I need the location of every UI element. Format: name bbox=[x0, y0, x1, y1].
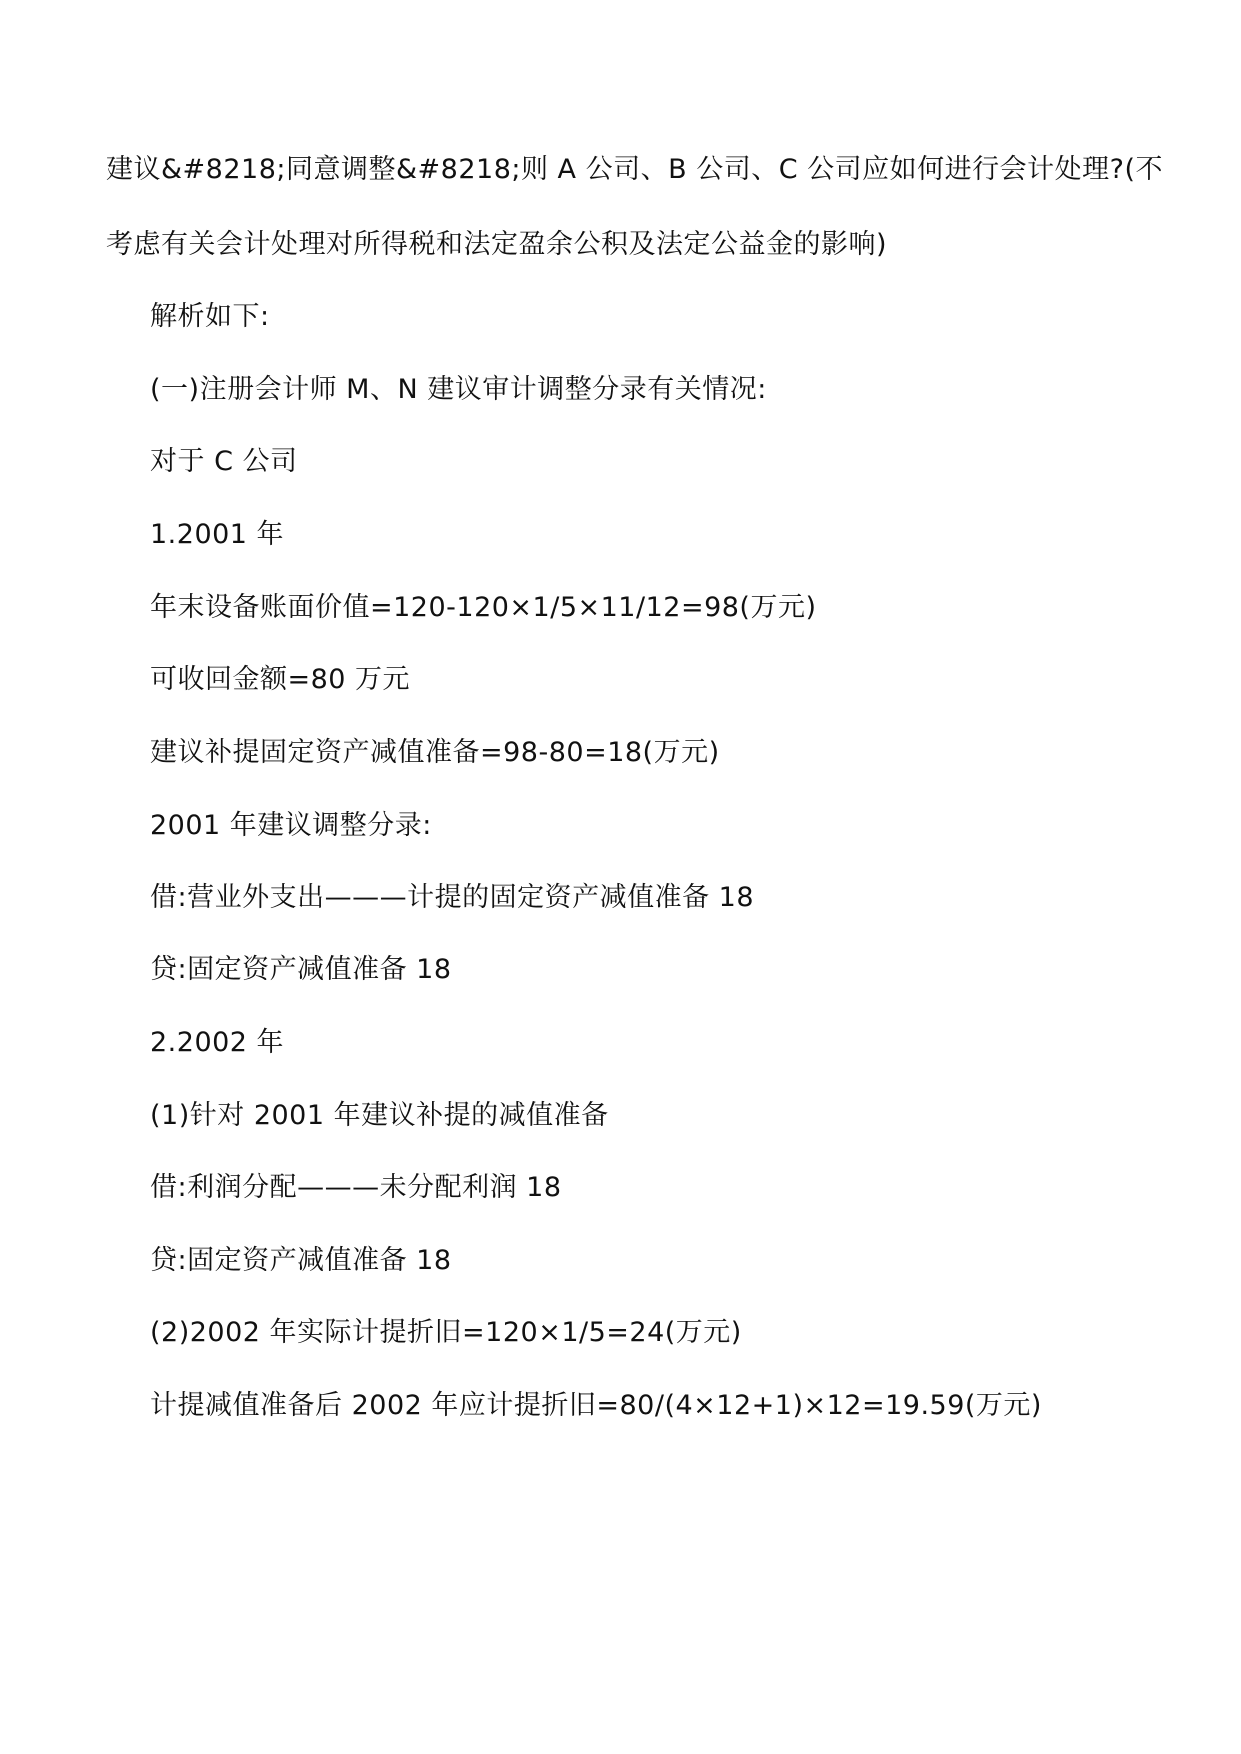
question-line-1: 建议&#8218;同意调整&#8218;则 A 公司、B 公司、C 公司应如何进行会计处理?(不 bbox=[106, 154, 1164, 185]
section-heading: (一)注册会计师 M、N 建议审计调整分录有关情况: bbox=[150, 374, 767, 405]
year-heading-2002: 2.2002 年 bbox=[150, 1027, 285, 1058]
text-line: (2)2002 年实际计提折旧=120×1/5=24(万元) bbox=[150, 1317, 742, 1348]
year-heading-2001: 1.2001 年 bbox=[150, 519, 285, 550]
text-line: (1)针对 2001 年建议补提的减值准备 bbox=[150, 1100, 609, 1131]
journal-entry-credit: 贷:固定资产减值准备 18 bbox=[150, 1245, 452, 1276]
question-line-2: 考虑有关会计处理对所得税和法定盈余公积及法定公益金的影响) bbox=[106, 229, 888, 260]
analysis-heading: 解析如下: bbox=[150, 301, 270, 332]
text-line: 建议补提固定资产减值准备=98-80=18(万元) bbox=[150, 737, 720, 768]
text-line: 可收回金额=80 万元 bbox=[150, 664, 411, 695]
text-line: 计提减值准备后 2002 年应计提折旧=80/(4×12+1)×12=19.59(万元) bbox=[150, 1390, 1042, 1421]
company-heading: 对于 C 公司 bbox=[150, 446, 298, 477]
text-line: 年末设备账面价值=120-120×1/5×11/12=98(万元) bbox=[150, 592, 817, 623]
journal-entry-debit: 借:利润分配———未分配利润 18 bbox=[150, 1172, 562, 1203]
text-line: 2001 年建议调整分录: bbox=[150, 810, 432, 841]
journal-entry-debit: 借:营业外支出———计提的固定资产减值准备 18 bbox=[150, 882, 755, 913]
journal-entry-credit: 贷:固定资产减值准备 18 bbox=[150, 954, 452, 985]
